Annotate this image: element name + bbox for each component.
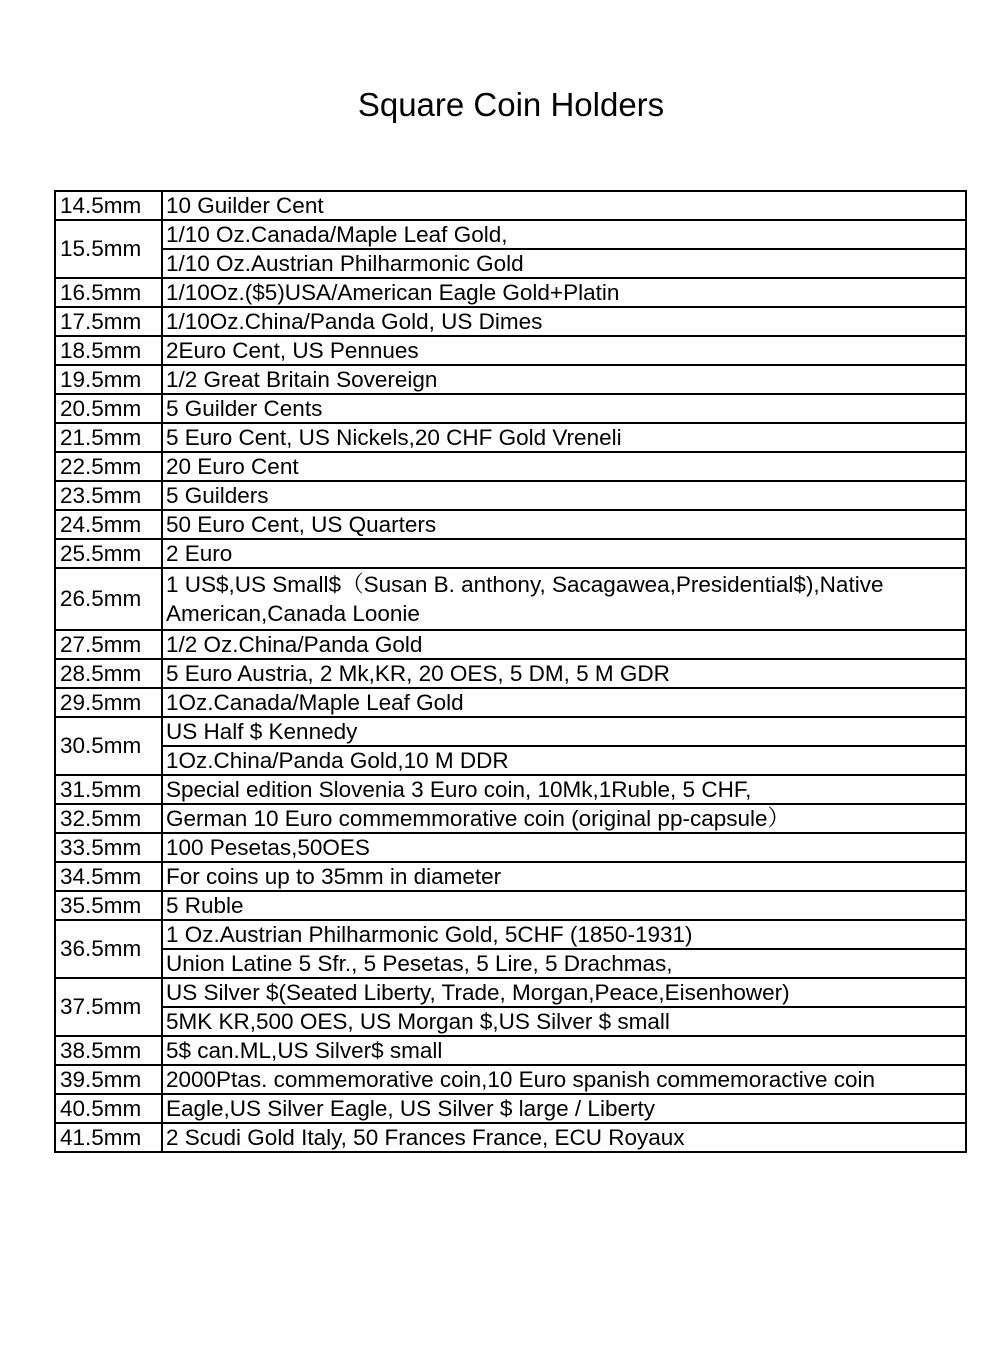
coin-description-cell: 1/2 Oz.China/Panda Gold [162,630,966,659]
page-title: Square Coin Holders [357,86,665,123]
coin-description-cell: 10 Guilder Cent [162,191,966,220]
table-row [55,1036,966,1065]
size-cell: 22.5mm [55,452,162,481]
coin-description-cell: Eagle,US Silver Eagle, US Silver $ large / Liberty [162,1094,966,1123]
table-row [55,336,966,365]
coin-description-cell: 1 US$,US Small$（Susan B. anthony, Sacagawea,Presidential$),Native American,Canada Loonie [162,568,966,630]
coin-description-cell: 2 Euro [162,539,966,568]
table-row [55,833,966,862]
coin-description-cell: 5 Euro Cent, US Nickels,20 CHF Gold Vreneli [162,423,966,452]
size-cell: 18.5mm [55,336,162,365]
size-cell: 15.5mm [55,220,162,278]
table-row [55,307,966,336]
coin-description-cell: 1 Oz.Austrian Philharmonic Gold, 5CHF (1850-1931) [162,920,966,949]
coin-description-cell: 50 Euro Cent, US Quarters [162,510,966,539]
coin-description-cell: 5$ can.ML,US Silver$ small [162,1036,966,1065]
table-row [55,191,966,220]
coin-description-cell: 100 Pesetas,50OES [162,833,966,862]
coin-description-cell: Special edition Slovenia 3 Euro coin, 10Mk,1Ruble, 5 CHF, [162,775,966,804]
size-cell: 37.5mm [55,978,162,1036]
table-body [55,191,966,1152]
size-cell: 31.5mm [55,775,162,804]
table-row [55,1007,966,1036]
coin-description-cell: 2Euro Cent, US Pennues [162,336,966,365]
coin-description-cell: 5 Euro Austria, 2 Mk,KR, 20 OES, 5 DM, 5 M GDR [162,659,966,688]
coin-description-cell: US Half $ Kennedy [162,717,966,746]
size-cell: 14.5mm [55,191,162,220]
size-cell: 38.5mm [55,1036,162,1065]
table-row [55,891,966,920]
size-cell: 29.5mm [55,688,162,717]
table-row [55,746,966,775]
size-cell: 19.5mm [55,365,162,394]
table-row [55,978,966,1007]
coin-description-cell: 2000Ptas. commemorative coin,10 Euro spanish commemoractive coin [162,1065,966,1094]
size-cell: 33.5mm [55,833,162,862]
table-row [55,249,966,278]
size-cell: 36.5mm [55,920,162,978]
table-row [55,394,966,423]
size-cell: 24.5mm [55,510,162,539]
table-row [55,510,966,539]
table-row [55,481,966,510]
size-cell: 17.5mm [55,307,162,336]
coin-description-cell: 1/10Oz.China/Panda Gold, US Dimes [162,307,966,336]
table-row [55,630,966,659]
coin-description-cell: 1/10 Oz.Canada/Maple Leaf Gold, [162,220,966,249]
coin-description-cell: 1/10 Oz.Austrian Philharmonic Gold [162,249,966,278]
size-cell: 32.5mm [55,804,162,833]
size-cell: 25.5mm [55,539,162,568]
coin-description-cell: For coins up to 35mm in diameter [162,862,966,891]
coin-description-cell: 5 Guilder Cents [162,394,966,423]
size-cell: 34.5mm [55,862,162,891]
coin-description-cell: 1/10Oz.($5)USA/American Eagle Gold+Platin [162,278,966,307]
size-cell: 26.5mm [55,568,162,630]
table-row [55,862,966,891]
table-row [55,1123,966,1152]
size-cell: 20.5mm [55,394,162,423]
table-row [55,539,966,568]
table-row [55,688,966,717]
coin-description-cell: German 10 Euro commemmorative coin (original pp-capsule） [162,804,966,833]
table-row [55,920,966,949]
table-row [55,1094,966,1123]
table-row [55,1065,966,1094]
size-cell: 21.5mm [55,423,162,452]
table-row [55,804,966,833]
coin-description-cell: 5 Guilders [162,481,966,510]
table-row [55,452,966,481]
table-row [55,278,966,307]
coin-description-cell: US Silver $(Seated Liberty, Trade, Morgan,Peace,Eisenhower) [162,978,966,1007]
size-cell: 28.5mm [55,659,162,688]
table-row [55,775,966,804]
size-cell: 16.5mm [55,278,162,307]
coin-description-cell: 1/2 Great Britain Sovereign [162,365,966,394]
coin-description-cell: Union Latine 5 Sfr., 5 Pesetas, 5 Lire, 5 Drachmas, [162,949,966,978]
table-row [55,423,966,452]
size-cell: 30.5mm [55,717,162,775]
size-cell: 35.5mm [55,891,162,920]
coin-description-cell: 2 Scudi Gold Italy, 50 Frances France, ECU Royaux [162,1123,966,1152]
coin-description-cell: 5 Ruble [162,891,966,920]
table-row [55,568,966,630]
size-cell: 39.5mm [55,1065,162,1094]
coin-holder-size-table [54,190,967,1153]
size-cell: 27.5mm [55,630,162,659]
size-cell: 23.5mm [55,481,162,510]
coin-description-cell: 1Oz.Canada/Maple Leaf Gold [162,688,966,717]
table-row [55,949,966,978]
table-row [55,659,966,688]
size-cell: 40.5mm [55,1094,162,1123]
coin-description-cell: 5MK KR,500 OES, US Morgan $,US Silver $ small [162,1007,966,1036]
coin-description-cell: 20 Euro Cent [162,452,966,481]
table-row [55,365,966,394]
table-row [55,220,966,249]
table-row [55,717,966,746]
coin-description-cell: 1Oz.China/Panda Gold,10 M DDR [162,746,966,775]
size-cell: 41.5mm [55,1123,162,1152]
